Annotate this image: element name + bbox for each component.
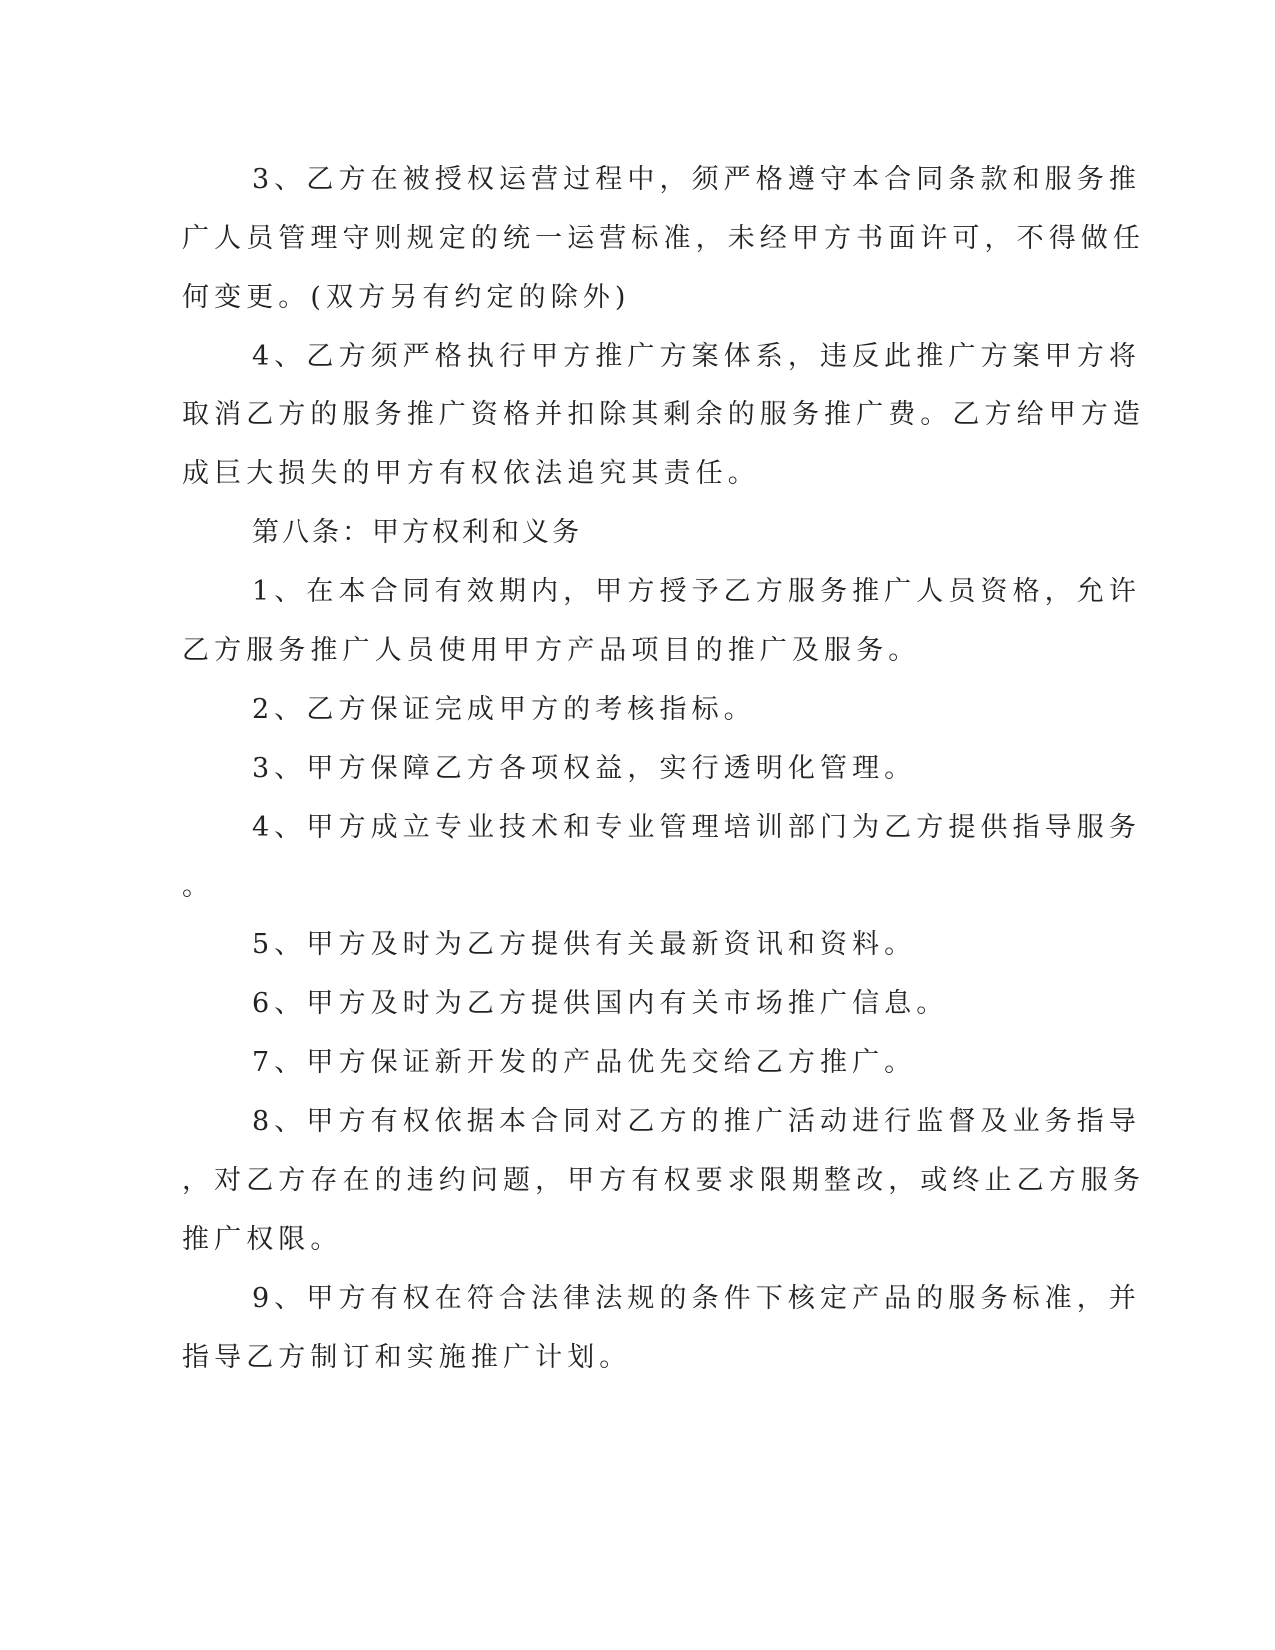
clause-8-3: 3、甲方保障乙方各项权益，实行透明化管理。 [252,753,917,784]
clause-8-5: 5、甲方及时为乙方提供有关最新资讯和资料。 [252,929,917,960]
clause-7-3-line-2: 广人员管理守则规定的统一运营标准，未经甲方书面许可，不得做任 [182,223,1145,254]
article-8-heading: 第八条：甲方权利和义务 [252,517,582,548]
clause-7-4-line-2: 取消乙方的服务推广资格并扣除其剩余的服务推广费。乙方给甲方造 [182,399,1145,430]
clause-8-8-line-2: ，对乙方存在的违约问题，甲方有权要求限期整改，或终止乙方服务 [182,1165,1145,1196]
clause-8-1-line-2: 乙方服务推广人员使用甲方产品项目的推广及服务。 [182,635,921,666]
clause-8-6: 6、甲方及时为乙方提供国内有关市场推广信息。 [252,988,949,1019]
clause-8-9-line-1: 9、甲方有权在符合法律法规的条件下核定产品的服务标准，并 [252,1283,1141,1314]
clause-8-8-line-1: 8、甲方有权依据本合同对乙方的推广活动进行监督及业务指导 [252,1106,1141,1137]
clause-8-4-line-1: 4、甲方成立专业技术和专业管理培训部门为乙方提供指导服务 [252,812,1141,843]
clause-8-7: 7、甲方保证新开发的产品优先交给乙方推广。 [252,1047,917,1078]
clause-7-4-line-1: 4、乙方须严格执行甲方推广方案体系，违反此推广方案甲方将 [252,341,1141,372]
clause-8-4-line-2: 。 [182,871,215,902]
clause-7-3-line-3: 何变更。(双方另有约定的除外) [182,282,631,313]
clause-8-2: 2、乙方保证完成甲方的考核指标。 [252,694,756,725]
clause-8-8-line-3: 推广权限。 [182,1224,343,1255]
clause-8-1-line-1: 1、在本合同有效期内，甲方授予乙方服务推广人员资格，允许 [252,576,1141,607]
clause-8-9-line-2: 指导乙方制订和实施推广计划。 [182,1342,632,1373]
clause-7-4-line-3: 成巨大损失的甲方有权依法追究其责任。 [182,458,760,489]
clause-7-3-line-1: 3、乙方在被授权运营过程中，须严格遵守本合同条款和服务推 [252,164,1141,195]
